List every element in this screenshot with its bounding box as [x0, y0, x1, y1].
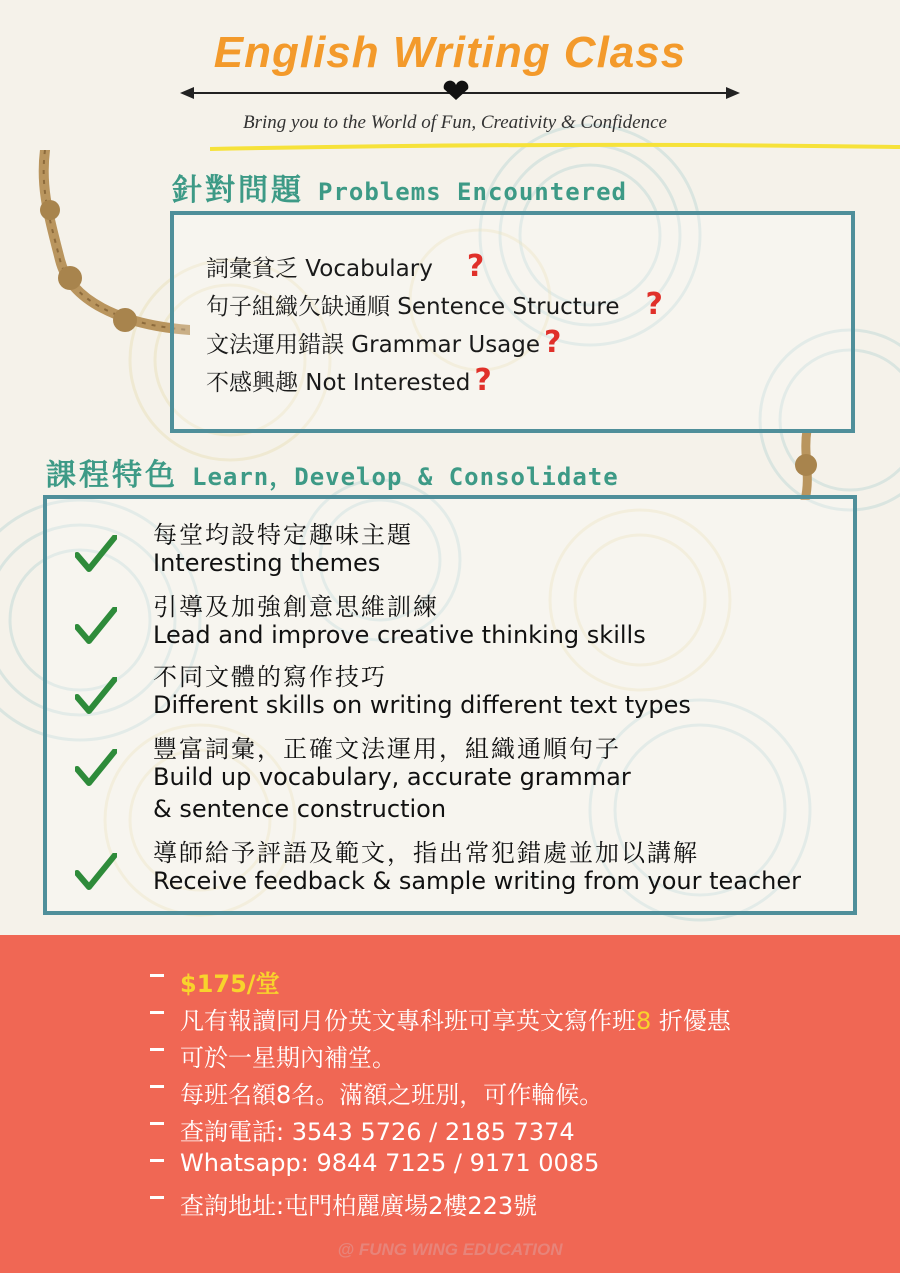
features-box: [43, 495, 857, 915]
feature-zh: 不同文體的寫作技巧: [153, 663, 387, 691]
discount-number: 8: [636, 1007, 652, 1035]
feature-en: Build up vocabulary, accurate grammar: [153, 763, 631, 791]
page-subtitle: Bring you to the World of Fun, Creativity & Confidence: [243, 112, 667, 133]
problem-item: [206, 325, 561, 360]
problem-text: 句子組織欠缺通順 Sentence Structure: [206, 294, 620, 320]
problems-heading-en: Problems Encountered: [318, 178, 627, 206]
rope-decoration-left: [20, 150, 190, 350]
yellow-underline: [210, 140, 900, 154]
makeup-text: 可於一星期內補堂。: [180, 1044, 396, 1072]
address-text: 查詢地址:屯門柏麗廣場2樓223號: [180, 1192, 538, 1220]
price-text: $175/堂: [180, 970, 280, 998]
checkmark-icon: [75, 607, 117, 645]
page-title: English Writing Class: [213, 28, 687, 77]
feature-zh: 每堂均設特定趣味主題: [153, 521, 413, 549]
feature-en: Lead and improve creative thinking skills: [153, 621, 646, 649]
quota-text: 每班名額8名。滿額之班別，可作輪候。: [180, 1081, 604, 1109]
problem-text: 詞彙貧乏 Vocabulary: [206, 256, 433, 282]
problems-heading: [172, 165, 627, 209]
discount-suffix: 折優惠: [651, 1007, 731, 1035]
features-heading-en: Learn，Develop & Consolidate: [192, 463, 619, 491]
whatsapp-text: Whatsapp: 9844 7125 / 9171 0085: [180, 1149, 600, 1177]
feature-en: Interesting themes: [153, 549, 381, 577]
feature-zh: 豐富詞彙，正確文法運用，組織通順句子: [153, 735, 621, 763]
feature-zh: 導師給予評語及範文，指出常犯錯處並加以講解: [153, 839, 699, 867]
credit-text: @ FUNG WING EDUCATION: [337, 1240, 563, 1259]
features-heading-zh: 課程特色: [46, 458, 178, 493]
feature-zh: 引導及加強創意思維訓練: [153, 593, 439, 621]
checkmark-icon: [75, 535, 117, 573]
problem-item: [206, 363, 492, 398]
feature-en: Different skills on writing different text types: [153, 691, 691, 719]
arrow-divider: [180, 80, 740, 106]
feature-en: Receive feedback & sample writing from your teacher: [153, 867, 802, 895]
problems-box: [170, 211, 855, 433]
question-mark-icon: ?: [466, 249, 485, 284]
question-mark-icon: ?: [645, 287, 663, 322]
phone-text: 查詢電話: 3543 5726 / 2185 7374: [180, 1118, 575, 1146]
checkmark-icon: [75, 853, 117, 891]
feature-en-line2: & sentence construction: [153, 795, 447, 823]
heart-icon: [444, 81, 469, 100]
question-mark-icon: ?: [544, 325, 562, 360]
rope-decoration-right: [785, 430, 825, 500]
discount-text: 凡有報讀同月份英文專科班可享英文寫作班: [180, 1007, 636, 1035]
checkmark-icon: [75, 749, 117, 787]
features-heading: [46, 450, 619, 494]
problem-item: [206, 249, 484, 284]
problem-text: 文法運用錯誤 Grammar Usage: [206, 332, 541, 358]
problem-item: [206, 287, 663, 322]
problems-heading-zh: 針對問題: [172, 173, 304, 208]
question-mark-icon: ?: [474, 363, 492, 398]
problem-text: 不感興趣 Not Interested: [206, 370, 471, 396]
checkmark-icon: [75, 677, 117, 715]
